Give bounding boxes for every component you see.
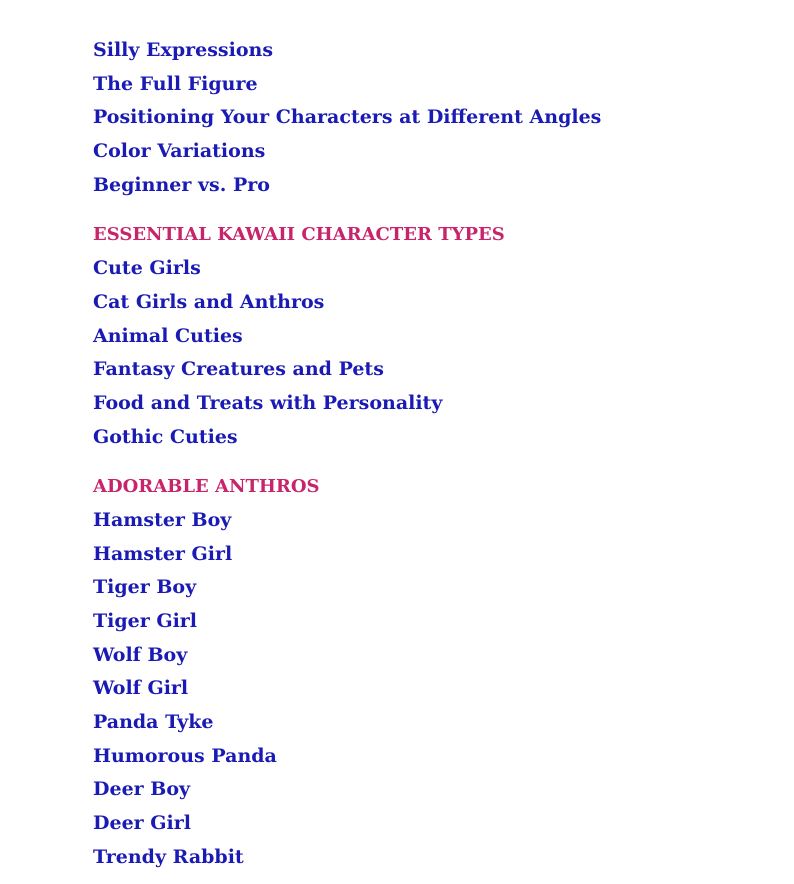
section-spacer	[93, 454, 773, 470]
table-of-contents	[93, 34, 773, 875]
toc-link-panda-tyke[interactable]: Panda Tyke	[93, 711, 214, 734]
toc-link-color-variations[interactable]: Color Variations	[93, 140, 266, 163]
toc-link-hamster-boy[interactable]: Hamster Boy	[93, 508, 232, 531]
section-spacer	[93, 202, 773, 218]
toc-link-trendy-rabbit[interactable]: Trendy Rabbit	[93, 845, 244, 868]
toc-link-tiger-girl[interactable]: Tiger Girl	[93, 610, 198, 632]
toc-link-tiger-boy[interactable]: Tiger Boy	[93, 576, 197, 599]
toc-link-silly-expressions[interactable]: Silly Expressions	[93, 39, 274, 61]
section-heading-essential-kawaii: ESSENTIAL KAWAII CHARACTER TYPES	[93, 224, 505, 246]
toc-link-wolf-boy[interactable]: Wolf Boy	[93, 643, 188, 666]
toc-link-positioning-characters[interactable]: Positioning Your Characters at Different Angles	[93, 106, 602, 129]
toc-link-hamster-girl[interactable]: Hamster Girl	[93, 542, 233, 565]
toc-link-food-and-treats[interactable]: Food and Treats with Personality	[93, 391, 443, 414]
toc-link-animal-cuties[interactable]: Animal Cuties	[93, 324, 243, 347]
toc-link-deer-boy[interactable]: Deer Boy	[93, 778, 191, 801]
toc-link-humorous-panda[interactable]: Humorous Panda	[93, 744, 277, 767]
toc-link-fantasy-creatures[interactable]: Fantasy Creatures and Pets	[93, 358, 384, 381]
toc-link-deer-girl[interactable]: Deer Girl	[93, 812, 191, 835]
section-heading-adorable-anthros: ADORABLE ANTHROS	[93, 476, 320, 498]
toc-link-cute-girls[interactable]: Cute Girls	[93, 257, 201, 280]
toc-link-cat-girls-and-anthros[interactable]: Cat Girls and Anthros	[93, 290, 325, 313]
toc-link-gothic-cuties[interactable]: Gothic Cuties	[93, 425, 238, 448]
toc-link-beginner-vs-pro[interactable]: Beginner vs. Pro	[93, 173, 270, 196]
toc-link-the-full-figure[interactable]: The Full Figure	[93, 72, 258, 95]
toc-link-wolf-girl[interactable]: Wolf Girl	[93, 677, 189, 700]
